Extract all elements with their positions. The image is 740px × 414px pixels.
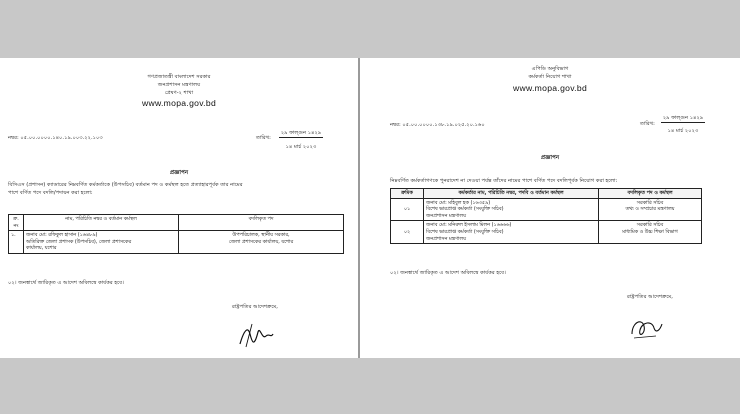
post-line: মাধ্যমিক ও উচ্চ শিক্ষা বিভাগ bbox=[622, 228, 678, 235]
left-memo-number: নম্বর: ০৫.০০.০০০০.১৪০.১৯.০০৩.২২.১০৩ bbox=[8, 135, 103, 141]
right-date-bangla: ২৯ ফাল্গুন ১৪২৯ bbox=[662, 115, 704, 121]
left-body-line-2: পাশে বর্ণিত পদে বদলি/পদায়ন করা হলো: bbox=[8, 190, 93, 196]
right-transfer-table bbox=[390, 188, 702, 244]
column-header-serial: ক্র. নং bbox=[9, 215, 24, 231]
column-header-post: বদলিকৃত পদ ও কর্মস্থল bbox=[599, 189, 702, 199]
right-website: www.mopa.gov.bd bbox=[512, 83, 588, 93]
name-line: বিশেষ ভারপ্রাপ্ত কর্মকর্তা (সংযুক্তি সচিব) bbox=[426, 206, 504, 213]
table-row bbox=[391, 198, 702, 221]
left-title: প্রজ্ঞাপন bbox=[169, 170, 189, 176]
right-body-line-1: নিম্নবর্ণিত কর্মকর্তাগণকে পুনরাদেশ না দেওয়া পর্যন্ত তাঁদের নামের পাশে বর্ণিত পদে বদলিপূর্বক নিয়োগ করা হলো: bbox=[390, 178, 618, 184]
cell-serial: ০১ bbox=[391, 198, 424, 221]
cell-name bbox=[24, 231, 179, 254]
table-row bbox=[9, 231, 344, 254]
right-header-line-1: এপিডি অনুবিভাগ bbox=[531, 66, 569, 72]
cell-serial: ০২ bbox=[391, 221, 424, 244]
left-date-block bbox=[276, 130, 326, 151]
left-body-line-1: বিসিএস (প্রশাসন) ক্যাডারের নিম্নবর্ণিত কর্মকর্তাকে (উপসচিব) বর্তমান পদ ও কর্মস্থল হতে প্রত্যাহারপূর্বক তার নামের bbox=[8, 182, 243, 188]
post-line: জেলা প্রশাসকের কার্যালয়, যশোর bbox=[228, 238, 294, 245]
name-line: অতিরিক্ত জেলা প্রশাসক (উপসচিব), জেলা প্রশাসকের bbox=[26, 238, 132, 245]
right-memo-number: নম্বর: ০৫.০০.০০০০.১৩৮.১৯.০২৫.২০.১৬০ bbox=[390, 122, 485, 128]
right-date-block bbox=[658, 115, 708, 135]
right-signature-icon bbox=[626, 312, 666, 342]
left-footer-line: ০২। জনস্বার্থে জারিকৃত এ আদেশ অবিলম্বে কার্যকর হবে। bbox=[8, 280, 124, 286]
cell-name bbox=[424, 198, 599, 221]
left-signature-icon bbox=[236, 320, 276, 350]
cell-post bbox=[599, 221, 702, 244]
post-line: সরকারি সচিব bbox=[636, 222, 664, 229]
right-date-label: তারিখ: bbox=[640, 121, 655, 127]
left-header-line-3: প্রেষণ-২ শাখা bbox=[164, 90, 194, 96]
column-header-name: কর্মকর্তার নাম, পরিচিতি নম্বর, পদবি ও বর্তমান কর্মস্থল bbox=[424, 189, 599, 199]
left-sign-off: রাষ্ট্রপতির আদেশক্রমে, bbox=[232, 304, 278, 310]
name-line: জনপ্রশাসন মন্ত্রণালয় bbox=[426, 212, 466, 219]
right-sign-off: রাষ্ট্রপতির আদেশক্রমে, bbox=[627, 294, 673, 300]
post-line: সরকারি সচিব bbox=[636, 199, 664, 206]
right-document-page bbox=[360, 58, 740, 358]
post-line: উপপরিচালক, স্থানীয় সরকার, bbox=[232, 232, 290, 239]
column-header-name: নাম, পরিচিতি নম্বর ও বর্তমান কর্মস্থল bbox=[24, 215, 179, 231]
left-date-label: তারিখ: bbox=[256, 135, 271, 141]
post-line: তথ্য ও সম্প্রচার মন্ত্রণালয় bbox=[625, 206, 675, 213]
cell-post bbox=[179, 231, 344, 254]
name-line: কার্যালয়, যশোর bbox=[26, 245, 57, 252]
column-header-post: বদলিকৃত পদ bbox=[179, 215, 344, 231]
table-header-row bbox=[9, 215, 344, 231]
left-header-line-1: গণপ্রজাতন্ত্রী বাংলাদেশ সরকার bbox=[147, 74, 211, 80]
right-title: প্রজ্ঞাপন bbox=[540, 155, 560, 161]
name-line: জনাব মো: মনিরুল ইসলাম মিলন (১৬৬৬৬) bbox=[426, 222, 512, 229]
left-date-english: ১৪ মার্চ ২০২৩ bbox=[285, 144, 317, 150]
name-line: জনাব মো: মহিবুল হক (১৬৩৫৯) bbox=[426, 199, 491, 206]
cell-post bbox=[599, 198, 702, 221]
table-header-row bbox=[391, 189, 702, 199]
left-website: www.mopa.gov.bd bbox=[141, 98, 217, 108]
left-date-bangla: ২৯ ফাল্গুন ১৪২৯ bbox=[280, 130, 322, 136]
cell-serial: ১. bbox=[9, 231, 24, 254]
table-row bbox=[391, 221, 702, 244]
left-header-line-2: জনপ্রশাসন মন্ত্রণালয় bbox=[157, 82, 201, 88]
left-transfer-table bbox=[8, 214, 344, 254]
right-header-line-2: কর্মকর্তা নিয়োগ শাখা bbox=[528, 74, 572, 80]
right-footer-line: ০২। জনস্বার্থে জারিকৃত এ আদেশ অবিলম্বে কার্যকর হবে। bbox=[390, 270, 506, 276]
name-line: জনপ্রশাসন মন্ত্রণালয় bbox=[426, 235, 466, 242]
right-date-english: ১৪ মার্চ ২০২৩ bbox=[667, 128, 699, 134]
left-document-page bbox=[0, 58, 358, 358]
name-line: জনাব মো: রফিকুল হাসান (১৬৪৮৯) bbox=[26, 232, 98, 239]
name-line: বিশেষ ভারপ্রাপ্ত কর্মকর্তা (সংযুক্তি সচিব) bbox=[426, 228, 504, 235]
column-header-serial: ক্রমিক bbox=[391, 189, 424, 199]
cell-name bbox=[424, 221, 599, 244]
